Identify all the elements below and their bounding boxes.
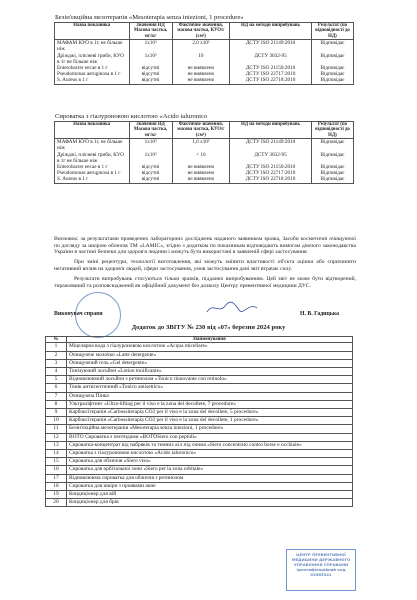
results-table [54,121,354,184]
cell-result [311,40,353,84]
row-number: 9 [46,409,67,417]
method-text: ДСТУ ISO 22718:2010 [245,176,296,183]
actual-text: не виявлено [187,77,215,84]
table-row [46,376,353,384]
table-row [46,482,353,490]
actual-text: 1,0 x10² [192,139,210,146]
table-row [46,499,353,507]
method-text: ДСТУ ISO 21150:2010 [245,65,296,71]
norm-text: відсутні [141,71,160,78]
header-num: № [46,337,67,343]
product-name: Очищуючий гель «Gel detergente» [67,359,353,367]
row-number: 8 [46,400,67,408]
product-name: Тонік антисептичний «Tonico antisettico» [67,384,353,392]
method-text: ДСТУ ISO 22718:2010 [245,77,296,84]
table-row [46,368,353,376]
cell-actual [172,40,230,84]
actual-text: не виявлено [187,164,215,170]
table-row [46,392,353,400]
table-row [46,359,353,367]
result-text: Відповідає [320,170,345,177]
product-name: Безін'єкційна мезотерапія «Mesoterapia senza iniezioni, 1 procedure» [67,425,353,433]
actual-text: 2,0 x10² [192,40,210,47]
product-name: Відновлююча сироватка для обличчя з ретинолом [67,474,353,482]
header-result: Результат (по відповідності до НД) [311,122,353,139]
product-name: Ультраліфтинг «Ultra-lifting per il viso e la zona del decollete, 7 procedure» [67,400,353,408]
table-row [46,409,353,417]
header-indicator: Назва показника [55,23,130,40]
header-result: Результат (по відповідності до НД) [311,23,353,40]
norm-text: відсутні [141,77,160,84]
product-name: Сироватка-концентрат від набряків та темних кіл під очима «Siero concentrato contro borse e occhiaie» [67,441,353,449]
norm-text: 1x10² [144,151,157,158]
product-name: Карбоксітерапія «Carbossiterapia CO2 per il viso e la zona del decollete, 5 procedure» [67,409,353,417]
row-number: 20 [46,499,67,507]
row-number: 16 [46,466,67,474]
product-name: Кондиціонер для брів [67,499,353,507]
header-actual: Фактичне значення, масова частка, КУО/г (см³) [172,23,230,40]
indicator-text: S. Aureus в 1 г [57,77,89,84]
indicator-text: Дріжджі, плісневі гриби, КУО в 1г не більше ніж [57,52,124,65]
row-number: 17 [46,474,67,482]
table-row [46,417,353,425]
indicator-text: МАФАМ КУО в 1г, не більше ніж [57,139,123,152]
row-number: 15 [46,458,67,466]
header-method: НД на методи випробувань [230,23,312,40]
result-text: Відповідає [320,65,345,71]
products-table [45,336,353,507]
result-text: Відповідає [320,164,345,170]
result-text: Відповідає [320,52,345,59]
result-text: Відповідає [320,77,345,84]
product-name: Відновлюючий лосьйон з ретинолом «Tonico rinnovante con retinolo» [67,376,353,384]
actual-text: не виявлено [187,65,215,71]
header-norm: Значення НД Масова частка, мг/кг [129,23,172,40]
cell-method [230,40,312,84]
indicator-text: Enterobacter еесае в 1 г [57,65,108,72]
table-row [46,474,353,482]
table-row [46,458,353,466]
header-name: Найменування [67,337,353,343]
method-text: ДСТУ ISO 22717:2010 [245,71,296,78]
method-text: ДСТУ ISO 21149:2010 [245,139,296,146]
section-title: Сироватка з гіалуроновою кислотою «Acido ialuronico [55,113,208,120]
table-header-row [55,23,354,40]
signature-icon [205,300,259,316]
actual-text: не виявлено [187,176,215,183]
result-text: Відповідає [320,40,345,47]
header-norm: Значення НД Масова частка, мг/кг [129,122,172,139]
cell-method [230,139,312,183]
indicator-text: Enterobacter еесае в 1 г [57,164,108,171]
note-paragraph: При зміні рецептури, технології виготовлення, які можуть змінити властивості об'єкта оцінки або спричинити негативний вплив на здоров'я людей, сфери застосування, умов застосування дані звіт втрачає силу. [54,259,356,272]
row-number: 14 [46,450,67,458]
table-row [46,351,353,359]
product-name: Сироватка для шкіри з проявами акне [67,482,353,490]
product-name: Тонізуючий лосьйон «Lotion tonificante» [67,368,353,376]
actual-text: < 10 [196,151,206,158]
header-actual: Фактичне значення, масова частка, КУО/г (см³) [172,122,230,139]
product-name: Очищуюче молочко «Latte detergente» [67,351,353,359]
product-name: Сироватка для обличчя «Siero viso» [67,458,353,466]
row-number: 3 [46,359,67,367]
table-row [55,40,354,84]
result-text: Відповідає [320,151,345,158]
product-name: Очищуюча Пінка [67,392,353,400]
actual-text: 10 [198,52,204,59]
norm-text: відсутні [141,176,160,183]
cell-actual [172,139,230,183]
product-name: Кондиціонер для вій [67,491,353,499]
norm-text: відсутні [141,164,160,170]
table-row [46,450,353,458]
indicator-text: S. Aureus в 1 г [57,176,89,183]
result-text: Відповідає [320,139,345,146]
disclaimer-paragraph: Результати випробувань стосуються тільки зразків, підданих випробуванням. Цей звіт не може бути відтворений, тиражований та розповсюджений як офіційний документ без дозволу Центру превентивної медицини ДУС. [54,276,356,289]
row-number: 2 [46,351,67,359]
indicator-text: МАФАМ КУО в 1г, не більше ніж [57,40,123,53]
result-text: Відповідає [320,176,345,183]
method-text: ДСТУ ISO 21150:2010 [245,164,296,170]
cell-norm [129,139,172,183]
table-row [46,400,353,408]
row-number: 19 [46,491,67,499]
table-row [46,384,353,392]
row-number: 1 [46,343,67,351]
row-number: 13 [46,441,67,449]
row-number: 7 [46,392,67,400]
table-header-row [55,122,354,139]
rectangular-stamp-icon [286,549,356,591]
row-number: 5 [46,376,67,384]
stamp-text: ЦЕНТР ПРЕВЕНТИВНОЇ МЕДИЦИНИ ДЕРЖАВНОГО УПРАВЛІННЯ СПРАВАМИ Ідентифікаційний код 03365341 [291,552,351,577]
table-row [46,433,353,441]
product-name: Сироватка для орбітальної зони «Siero per la zona orbitale» [67,466,353,474]
row-number: 18 [46,482,67,490]
row-number: 10 [46,417,67,425]
table-row [46,441,353,449]
cell-indicator [55,40,130,84]
header-indicator: Назва показника [55,122,130,139]
indicator-text: Pseudomonas aeruginosa в 1 г [57,71,121,78]
method-text: ДСТУ ISO 22717:2010 [245,170,296,177]
norm-text: відсутні [141,65,160,71]
product-name: Міцелярна вода з гіалуроновою кислотою «Acqua micellare» [67,343,353,351]
result-text: Відповідає [320,71,345,78]
cell-result [311,139,353,183]
annex-title: Додаток до ЗВІТУ № 230 від «07» березня 2024 року [131,324,286,331]
product-name: Карбоксітерапія «Carbossiterapia CO2 per il viso e la zona del decollete, 1 procedure» [67,417,353,425]
method-text: ДСТУ 3032-95 [254,151,287,158]
norm-text: 1x10³ [144,40,157,47]
cell-norm [129,40,172,84]
row-number: 12 [46,433,67,441]
table-row [46,425,353,433]
table-row [46,466,353,474]
table-row [46,491,353,499]
table-row [55,139,354,183]
product-name: Сироватка з гіалуроновою кислотою «Acido ialuronico» [67,450,353,458]
results-table [54,22,354,85]
executor-label: Виконувач справи [54,311,103,317]
norm-text: відсутні [141,170,160,177]
product-name: ВОТО Сироватка з пептидами «BOTOSiero con peptidi» [67,433,353,441]
row-number: 6 [46,384,67,392]
section-title: Безін'єкційна мезотерапія «Mesoterapia senza iniezioni, 1 procedure» [55,14,244,21]
signatory-name: Н. В. Гадицька [300,311,340,317]
method-text: ДСТУ 3032-95 [254,52,287,59]
conclusion-paragraph: Висновок: за результатами проведених лабораторних досліджень наданого заявником зразка, Засоби косметичні очищуючої по догляду за шкірою обличчя ТМ «LAMIC», згідно з додатком по показникам відповідають вимогам діючого законодавства України в частині безпеки для здоров'я людини і можуть бути використані в заявленій сфері застосування. [54,236,356,256]
actual-text: не виявлено [187,71,215,78]
method-text: ДСТУ ISO 21149:2010 [245,40,296,47]
norm-text: 1x10³ [144,139,157,146]
actual-text: не виявлено [187,170,215,177]
indicator-text: Pseudomonas aeruginosa в 1 г [57,170,121,177]
norm-text: 1x10² [144,52,157,59]
header-method: НД на методи випробувань [230,122,312,139]
row-number: 4 [46,368,67,376]
indicator-text: Дріжджі, плісневі гриби, КУО в 1г не більше ніж [57,151,124,164]
cell-indicator [55,139,130,183]
row-number: 11 [46,425,67,433]
table-row [46,343,353,351]
